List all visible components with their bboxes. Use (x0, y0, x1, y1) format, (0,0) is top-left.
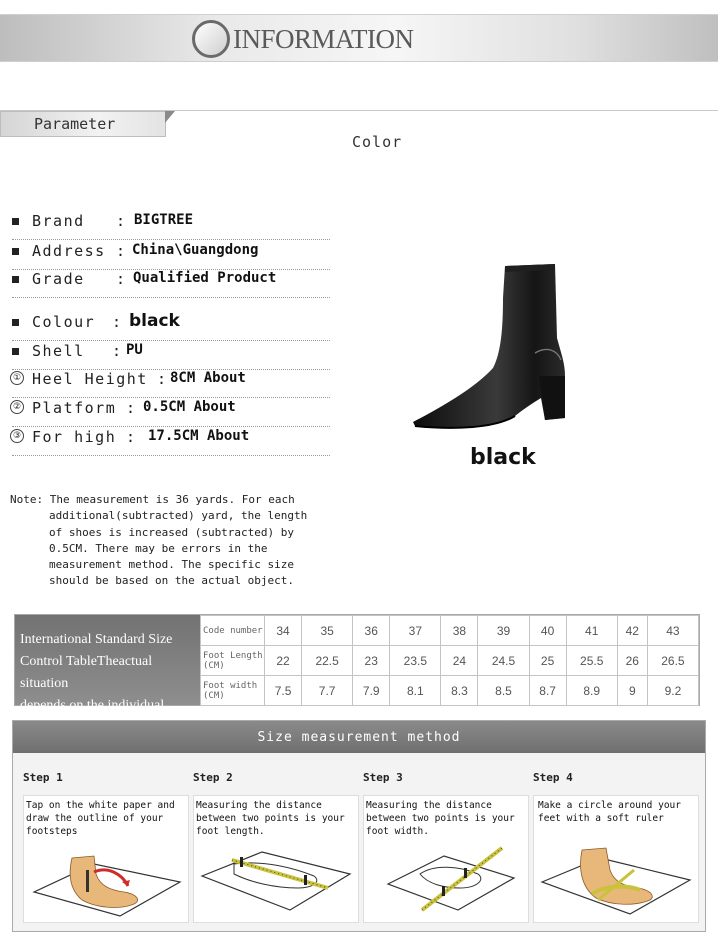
step-card (193, 795, 359, 923)
spec-label: Platform (32, 399, 117, 417)
caption-line: depends on the individual. (20, 698, 168, 713)
caption-line: Control TableTheactual situation (20, 654, 153, 691)
spec-row-shell (12, 342, 330, 370)
note-line: of shoes is increased (subtracted) by (49, 525, 295, 539)
table-cell: 42 (617, 616, 647, 646)
table-cell: 26.5 (647, 646, 698, 676)
note-line: measurement method. The specific size (49, 558, 295, 572)
table-cell: 34 (265, 616, 302, 646)
table-cell: 39 (478, 616, 529, 646)
black-ankle-boot-image (405, 258, 580, 433)
spec-label: Address (32, 242, 106, 260)
spec-separator: : (116, 270, 127, 288)
foot-width-ruler-illustration-icon (364, 830, 530, 922)
information-banner (0, 14, 718, 62)
spec-label: Grade (32, 270, 85, 288)
bullet-square-icon (12, 248, 19, 255)
table-cell: 41 (566, 616, 617, 646)
banner-title: INFORMATION (233, 24, 414, 54)
bullet-square-icon (12, 348, 19, 355)
note-line: The measurement is 36 yards. For each (49, 493, 295, 506)
spec-value: BIGTREE (134, 212, 194, 228)
table-cell: 22 (265, 646, 302, 676)
table-cell: 25 (529, 646, 566, 676)
spec-row-for-high (12, 428, 330, 456)
note-line: 0.5CM. There may be errors in the (49, 541, 268, 555)
step-label: Step 4 (533, 771, 573, 784)
spec-value: PU (126, 342, 143, 358)
table-cell: 24 (441, 646, 478, 676)
table-cell: 22.5 (302, 646, 353, 676)
measurement-note (10, 492, 307, 590)
step-card (23, 795, 189, 923)
table-cell: 8.7 (529, 676, 566, 706)
note-prefix: Note: (10, 493, 44, 506)
step-text: Measuring the distance between two points is your foot width. (366, 800, 515, 837)
bullet-square-icon (12, 276, 19, 283)
spec-row-address (12, 242, 330, 270)
spec-label: Heel Height (32, 370, 148, 388)
spec-label: Brand (32, 212, 85, 230)
circled-number-one-icon: ① (10, 371, 24, 385)
step-label: Step 1 (23, 771, 63, 784)
step-3 (363, 767, 531, 925)
table-cell: 26 (617, 646, 647, 676)
table-cell: 7.7 (302, 676, 353, 706)
table-cell: 7.5 (265, 676, 302, 706)
parameter-tab-label: Parameter (34, 115, 116, 133)
spec-value: Qualified Product (133, 270, 277, 286)
note-line: should be based on the actual object. (49, 574, 295, 588)
method-title: Size measurement method (257, 730, 461, 745)
table-cell: 43 (647, 616, 698, 646)
table-cell: 8.5 (478, 676, 529, 706)
spec-separator: : (126, 428, 137, 446)
table-cell: 38 (441, 616, 478, 646)
spec-value: 17.5CM About (148, 428, 250, 444)
row-label: Foot width (CM) (201, 676, 265, 706)
spec-separator: : (157, 370, 168, 388)
circled-number-three-icon: ③ (10, 429, 24, 443)
soft-ruler-circle-illustration-icon (534, 830, 700, 922)
table-cell: 37 (390, 616, 441, 646)
note-line: additional(subtracted) yard, the length (49, 509, 308, 523)
table-cell: 8.9 (566, 676, 617, 706)
spec-separator: : (112, 313, 123, 331)
banner-circle-icon (192, 20, 230, 58)
spec-value: 0.5CM About (143, 399, 236, 415)
table-cell: 7.9 (353, 676, 390, 706)
step-2 (193, 767, 361, 925)
parameter-tab (0, 111, 166, 137)
spec-row-heel-height (12, 370, 330, 398)
table-cell: 8.3 (441, 676, 478, 706)
foot-length-ruler-illustration-icon (194, 830, 360, 922)
step-4 (533, 767, 701, 925)
spec-separator: : (116, 212, 127, 230)
color-heading: Color (352, 133, 403, 151)
step-label: Step 2 (193, 771, 233, 784)
step-card (363, 795, 529, 923)
size-measurement-method (12, 720, 706, 932)
bullet-square-icon (12, 218, 19, 225)
step-text: Measuring the distance between two points is your foot length. (196, 800, 345, 837)
table-cell: 35 (302, 616, 353, 646)
spec-value: 8CM About (170, 370, 246, 386)
spec-row-grade (12, 270, 330, 298)
spec-value: China\Guangdong (132, 242, 259, 258)
spec-label: Shell (32, 342, 85, 360)
size-chart-caption (15, 615, 200, 713)
table-cell: 8.1 (390, 676, 441, 706)
row-label: Foot Length (CM) (201, 646, 265, 676)
table-cell: 23.5 (390, 646, 441, 676)
foot-outline-illustration-icon (24, 830, 190, 922)
table-row-foot-width (201, 676, 699, 706)
table-cell: 23 (353, 646, 390, 676)
spec-separator: : (112, 342, 123, 360)
step-text: Make a circle around your feet with a soft ruler (538, 800, 681, 824)
step-text: Tap on the white paper and draw the outline of your footsteps (26, 800, 175, 837)
spec-row-platform (12, 399, 330, 427)
size-grid (200, 615, 699, 706)
method-title-bar (13, 721, 705, 753)
table-cell: 25.5 (566, 646, 617, 676)
table-cell: 24.5 (478, 646, 529, 676)
table-row-foot-length (201, 646, 699, 676)
table-cell: 36 (353, 616, 390, 646)
spec-label: For high (32, 428, 117, 446)
spec-separator: : (126, 399, 137, 417)
circled-number-two-icon: ② (10, 400, 24, 414)
product-color-caption: black (470, 445, 536, 470)
step-card (533, 795, 699, 923)
spec-row-brand (12, 212, 330, 240)
table-cell: 9.2 (647, 676, 698, 706)
spec-value: black (129, 311, 180, 331)
spec-separator: : (116, 242, 127, 260)
step-label: Step 3 (363, 771, 403, 784)
size-chart-table (14, 614, 700, 713)
table-row-code-number (201, 616, 699, 646)
table-cell: 9 (617, 676, 647, 706)
bullet-square-icon (12, 319, 19, 326)
caption-line: International Standard Size (20, 632, 173, 647)
spec-label: Colour (32, 313, 96, 331)
step-1 (23, 767, 191, 925)
table-cell: 40 (529, 616, 566, 646)
spec-row-colour (12, 313, 330, 341)
row-label: Code number (201, 616, 265, 646)
tab-notch-icon (165, 111, 175, 123)
